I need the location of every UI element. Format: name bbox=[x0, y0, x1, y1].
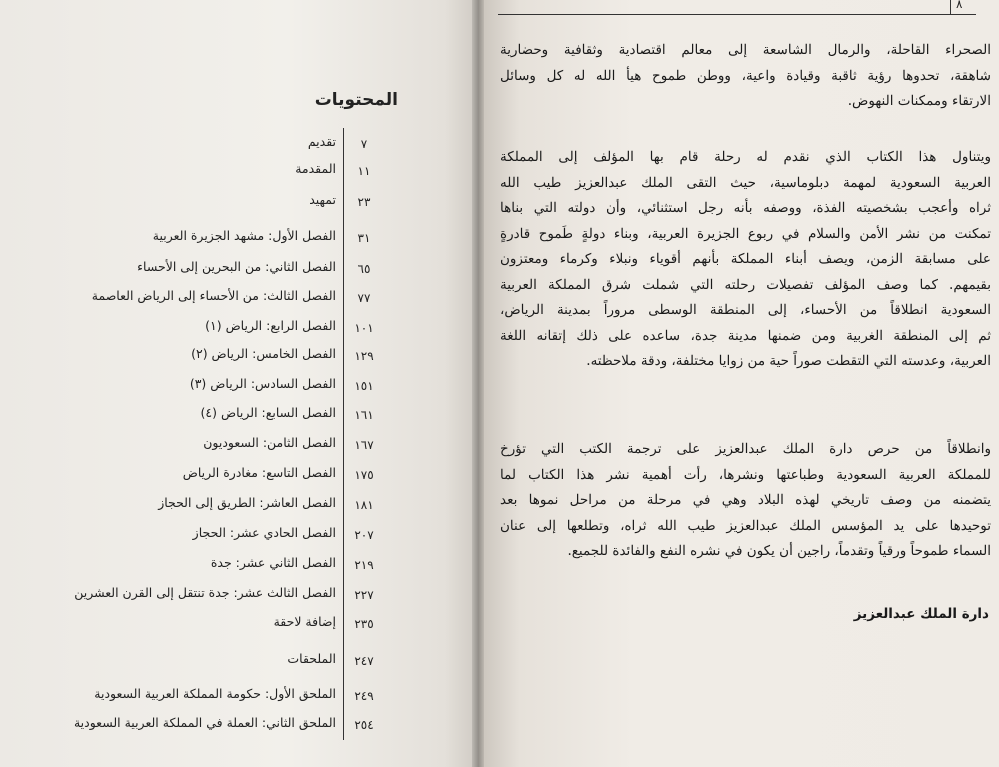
toc-entry bbox=[20, 405, 390, 429]
toc-entry bbox=[20, 376, 390, 400]
toc-label: الفصل الخامس: الرياض (٢) bbox=[191, 346, 336, 361]
toc-label: الفصل العاشر: الطريق إلى الحجاز bbox=[158, 495, 336, 510]
toc-page-number: ٢٥٤ bbox=[354, 718, 374, 732]
toc-entry bbox=[20, 585, 390, 609]
text-page bbox=[478, 0, 999, 767]
toc-entry bbox=[20, 318, 390, 342]
toc-label: تمهيد bbox=[309, 192, 336, 207]
toc-entry bbox=[20, 192, 390, 216]
toc-label: الفصل الثالث عشر: جدة تنتقل إلى القرن العشرين bbox=[74, 585, 336, 600]
text-line: ثم إلى المنطقة الغربية ومن ضمنها مدينة جدة، ساعده على ذلك إتقانه اللغة bbox=[500, 327, 991, 344]
toc-entry bbox=[20, 346, 390, 370]
toc-page-number: ٢٣٥ bbox=[354, 617, 374, 631]
text-line: الصحراء القاحلة، والرمال الشاسعة إلى معالم اقتصادية وثقافية وحضارية bbox=[500, 42, 991, 58]
toc-entry bbox=[20, 134, 390, 158]
toc-entry bbox=[20, 465, 390, 489]
toc-entry bbox=[20, 686, 390, 710]
toc-page-number: ١٥١ bbox=[354, 379, 374, 393]
toc-label: الفصل التاسع: مغادرة الرياض bbox=[182, 465, 336, 480]
paragraph-2 bbox=[500, 145, 999, 375]
toc-page-number: ٢٤٩ bbox=[354, 689, 374, 703]
toc-entry bbox=[20, 555, 390, 579]
text-line: السعودية انطلاقاً من الأحساء، إلى المنطقة الوسطى مروراً بمدينة الرياض، bbox=[500, 302, 991, 318]
toc-label: الفصل السادس: الرياض (٣) bbox=[189, 376, 336, 391]
toc-page-number: ٧٧ bbox=[357, 291, 371, 305]
toc-entry bbox=[20, 435, 390, 459]
toc-label: تقديم bbox=[307, 134, 336, 149]
text-line: على مسابقة الزمن، ويصف أبناء المملكة بأنهم أقوياء ونبلاء وكرماء ومعتزون bbox=[500, 251, 991, 267]
toc-label: الملحقات bbox=[287, 651, 336, 666]
toc-entry bbox=[20, 495, 390, 519]
text-line: بقيمهم. كما وصف المؤلف تفصيلات رحلته التي شملت شرق المملكة العربية bbox=[500, 276, 991, 293]
toc-entry bbox=[20, 651, 390, 675]
toc-label: الفصل السابع: الرياض (٤) bbox=[200, 405, 336, 420]
paragraph-1 bbox=[500, 38, 999, 115]
toc-label: المقدمة bbox=[295, 161, 336, 176]
text-line: شاهقة، تحدوها رؤية ثاقبة وقيادة واعية، ووطن طموح هيأ الله له كل وسائل bbox=[500, 67, 991, 84]
toc-label: الفصل الرابع: الرياض (١) bbox=[205, 318, 336, 333]
toc-page-number: ١٨١ bbox=[354, 498, 374, 512]
toc-page-number: ١١ bbox=[357, 164, 371, 178]
text-line: يتضمنه من وصف تاريخي لهذه البلاد وهي في مرحلة من مراحل نموها بعد bbox=[500, 492, 991, 508]
toc-entry bbox=[20, 715, 390, 739]
toc-page-number: ٢٢٧ bbox=[354, 588, 374, 602]
header-rule bbox=[498, 14, 976, 15]
toc-entry bbox=[20, 288, 390, 312]
contents-title: المحتويات bbox=[314, 90, 398, 110]
toc-entry bbox=[20, 525, 390, 549]
toc-label: الفصل الثاني عشر: جدة bbox=[210, 555, 336, 570]
text-line: العربية السعودية لمهمة دبلوماسية، حيث التقى الملك عبدالعزيز طيب الله bbox=[500, 174, 991, 191]
text-line: وانطلاقاً من حرص دارة الملك عبدالعزيز على ترجمة الكتب التي تؤرخ bbox=[500, 441, 991, 457]
toc-page-number: ١٢٩ bbox=[354, 349, 374, 363]
toc-page-number: ٢١٩ bbox=[354, 558, 374, 572]
toc-label: الملحق الأول: حكومة المملكة العربية السعودية bbox=[94, 686, 336, 701]
toc-page-number: ٣١ bbox=[357, 231, 371, 245]
paragraph-3 bbox=[500, 437, 999, 565]
toc-page-number: ٢٣ bbox=[357, 195, 371, 209]
toc-label: الفصل الثالث: من الأحساء إلى الرياض العاصمة bbox=[91, 288, 336, 303]
header-separator bbox=[950, 0, 951, 14]
toc-label: الفصل الحادي عشر: الحجاز bbox=[192, 525, 336, 540]
toc-entry bbox=[20, 614, 390, 638]
text-line: تمكنت من نشر الأمن والسلام في ربوع الجزيرة العربية، وبناء دولةٍ طَموح قادرةٍ bbox=[500, 225, 991, 242]
text-line: للمملكة العربية السعودية وطباعتها ونشرها، رأت أهمية نشر هذا الكتاب لما bbox=[500, 466, 991, 483]
toc-label: الفصل الثامن: السعوديون bbox=[203, 435, 336, 450]
text-line: توحيدها على يد المؤسس الملك عبدالعزيز طيب الله ثراه، وتطلعها إلى عنان bbox=[500, 517, 991, 534]
page-number: ٨ bbox=[956, 0, 963, 11]
contents-divider bbox=[343, 128, 344, 740]
toc-page-number: ١٦١ bbox=[354, 408, 374, 422]
text-line: ويتناول هذا الكتاب الذي نقدم له رحلة قام بها المؤلف إلى المملكة bbox=[500, 149, 991, 165]
toc-label: الملحق الثاني: العملة في المملكة العربية السعودية bbox=[73, 715, 336, 730]
toc-page-number: ٢٠٧ bbox=[354, 528, 374, 542]
toc-entry bbox=[20, 161, 390, 185]
signature: دارة الملك عبدالعزيز bbox=[853, 606, 989, 622]
toc-label: الفصل الأول: مشهد الجزيرة العربية bbox=[152, 228, 336, 243]
book-spine bbox=[472, 0, 484, 767]
toc-page-number: ١٧٥ bbox=[354, 468, 374, 482]
toc-page-number: ١٦٧ bbox=[354, 438, 374, 452]
toc-page-number: ٦٥ bbox=[357, 262, 371, 276]
toc-entry bbox=[20, 228, 390, 252]
toc-label: الفصل الثاني: من البحرين إلى الأحساء bbox=[137, 259, 336, 274]
toc-entry bbox=[20, 259, 390, 283]
toc-page-number: ٧ bbox=[360, 137, 368, 151]
text-line: السماء طموحاً ورقياً وتقدماً، راجين أن يكون في نشره النفع والفائدة للجميع. bbox=[567, 543, 991, 559]
toc-page-number: ١٠١ bbox=[354, 321, 374, 335]
text-line: الارتقاء وممكنات النهوض. bbox=[847, 93, 991, 109]
contents-page bbox=[0, 0, 478, 767]
toc-page-number: ٢٤٧ bbox=[354, 654, 374, 668]
text-line: ثراه وأعجب بشخصيته الفذة، ووصفه بأنه رجل استثنائي، وأن دولته التي بناها bbox=[500, 200, 991, 216]
text-line: العربية، وعدسته التي التقطت صوراً حية من زوايا مختلفة، ودقة ملاحظته. bbox=[586, 353, 991, 369]
toc-label: إضافة لاحقة bbox=[273, 614, 336, 629]
